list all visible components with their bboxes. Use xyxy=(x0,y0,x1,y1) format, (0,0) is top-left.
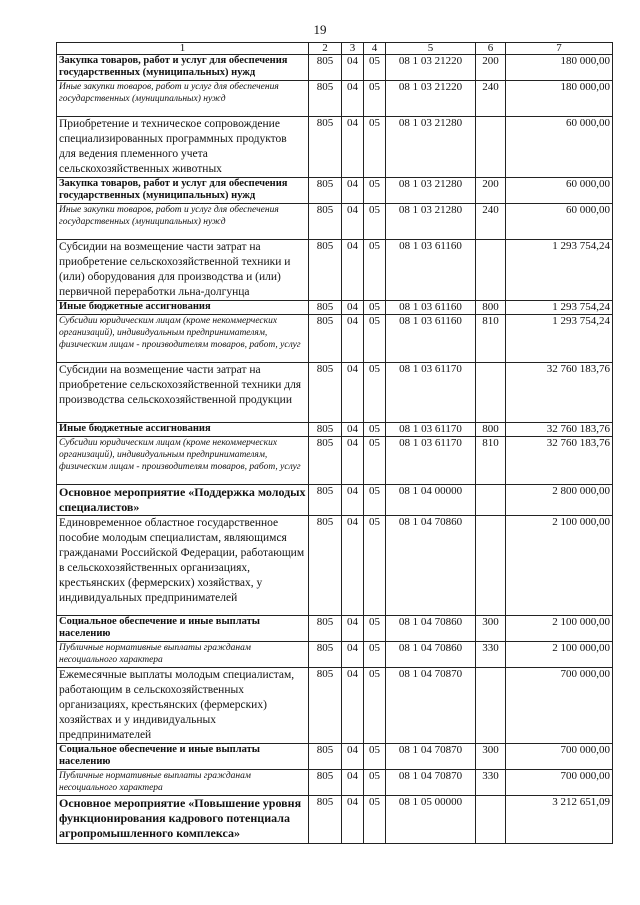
row-name: Закупка товаров, работ и услуг для обеспечения государственных (муниципальных) нужд xyxy=(57,55,309,81)
row-admin-code: 805 xyxy=(309,117,342,178)
row-section: 04 xyxy=(342,55,364,81)
row-section: 04 xyxy=(342,642,364,668)
table-row xyxy=(57,642,613,668)
row-admin-code: 805 xyxy=(309,315,342,363)
row-amount: 700 000,00 xyxy=(506,770,613,796)
row-admin-code: 805 xyxy=(309,301,342,315)
row-subsection: 05 xyxy=(364,485,386,516)
row-target-code: 08 1 03 21280 xyxy=(386,178,476,204)
row-admin-code: 805 xyxy=(309,81,342,117)
row-expense-type: 330 xyxy=(476,770,506,796)
row-admin-code: 805 xyxy=(309,744,342,770)
table-row xyxy=(57,55,613,81)
row-section: 04 xyxy=(342,240,364,301)
row-subsection: 05 xyxy=(364,55,386,81)
row-subsection: 05 xyxy=(364,642,386,668)
header-col-4: 4 xyxy=(364,43,386,55)
row-admin-code: 805 xyxy=(309,485,342,516)
table-row xyxy=(57,770,613,796)
row-section: 04 xyxy=(342,796,364,844)
row-expense-type: 330 xyxy=(476,642,506,668)
row-expense-type xyxy=(476,117,506,178)
row-admin-code: 805 xyxy=(309,796,342,844)
row-admin-code: 805 xyxy=(309,516,342,616)
table-row xyxy=(57,796,613,844)
row-admin-code: 805 xyxy=(309,178,342,204)
row-admin-code: 805 xyxy=(309,642,342,668)
row-expense-type xyxy=(476,796,506,844)
row-target-code: 08 1 04 70870 xyxy=(386,668,476,744)
row-target-code: 08 1 03 61170 xyxy=(386,437,476,485)
row-amount: 180 000,00 xyxy=(506,55,613,81)
row-name: Субсидии на возмещение части затрат на приобретение сельскохозяйственной техники для производства сельскохозяйственной продукции xyxy=(57,363,309,423)
row-amount: 700 000,00 xyxy=(506,744,613,770)
row-expense-type: 240 xyxy=(476,81,506,117)
row-amount: 1 293 754,24 xyxy=(506,301,613,315)
row-target-code: 08 1 04 70860 xyxy=(386,616,476,642)
row-name: Единовременное областное государственное пособие молодым специалистам, являющимся гражданами Российской Федерации, работающим в сельскохозяйственных организациях, крестьянских (фермерских) хозяйствах, у индивидуальных предпринимателей xyxy=(57,516,309,616)
row-amount: 2 100 000,00 xyxy=(506,516,613,616)
table-row xyxy=(57,204,613,240)
row-admin-code: 805 xyxy=(309,437,342,485)
row-target-code: 08 1 05 00000 xyxy=(386,796,476,844)
header-col-3: 3 xyxy=(342,43,364,55)
row-expense-type xyxy=(476,668,506,744)
row-amount: 32 760 183,76 xyxy=(506,423,613,437)
row-admin-code: 805 xyxy=(309,363,342,423)
row-target-code: 08 1 03 61160 xyxy=(386,240,476,301)
row-name: Закупка товаров, работ и услуг для обеспечения государственных (муниципальных) нужд xyxy=(57,178,309,204)
row-target-code: 08 1 03 21280 xyxy=(386,204,476,240)
row-section: 04 xyxy=(342,204,364,240)
row-target-code: 08 1 04 70860 xyxy=(386,516,476,616)
row-name: Иные бюджетные ассигнования xyxy=(57,301,309,315)
row-amount: 32 760 183,76 xyxy=(506,437,613,485)
row-expense-type xyxy=(476,516,506,616)
row-section: 04 xyxy=(342,437,364,485)
budget-table xyxy=(56,42,613,844)
row-amount: 60 000,00 xyxy=(506,117,613,178)
row-section: 04 xyxy=(342,668,364,744)
row-name: Основное мероприятие «Поддержка молодых специалистов» xyxy=(57,485,309,516)
row-subsection: 05 xyxy=(364,616,386,642)
row-expense-type: 800 xyxy=(476,301,506,315)
row-expense-type: 810 xyxy=(476,315,506,363)
row-subsection: 05 xyxy=(364,204,386,240)
row-name: Социальное обеспечение и иные выплаты населению xyxy=(57,616,309,642)
row-expense-type xyxy=(476,240,506,301)
row-expense-type: 800 xyxy=(476,423,506,437)
row-amount: 180 000,00 xyxy=(506,81,613,117)
row-section: 04 xyxy=(342,616,364,642)
table-row xyxy=(57,516,613,616)
table-row xyxy=(57,668,613,744)
row-expense-type xyxy=(476,363,506,423)
row-name: Иные закупки товаров, работ и услуг для обеспечения государственных (муниципальных) нужд xyxy=(57,204,309,240)
row-admin-code: 805 xyxy=(309,240,342,301)
row-section: 04 xyxy=(342,363,364,423)
row-name: Социальное обеспечение и иные выплаты населению xyxy=(57,744,309,770)
table-row xyxy=(57,240,613,301)
row-section: 04 xyxy=(342,178,364,204)
row-target-code: 08 1 04 70860 xyxy=(386,642,476,668)
row-subsection: 05 xyxy=(364,770,386,796)
table-row xyxy=(57,485,613,516)
row-subsection: 05 xyxy=(364,744,386,770)
row-amount: 1 293 754,24 xyxy=(506,240,613,301)
row-section: 04 xyxy=(342,770,364,796)
row-admin-code: 805 xyxy=(309,423,342,437)
row-subsection: 05 xyxy=(364,178,386,204)
page-number: 19 xyxy=(313,22,327,37)
row-subsection: 05 xyxy=(364,81,386,117)
row-amount: 1 293 754,24 xyxy=(506,315,613,363)
row-expense-type: 200 xyxy=(476,178,506,204)
row-expense-type: 300 xyxy=(476,616,506,642)
row-name: Субсидии юридическим лицам (кроме некоммерческих организаций), индивидуальным предпринимателям, физическим лицам - производителям товаров, работ, услуг xyxy=(57,315,309,363)
row-expense-type: 300 xyxy=(476,744,506,770)
row-name: Иные закупки товаров, работ и услуг для обеспечения государственных (муниципальных) нужд xyxy=(57,81,309,117)
row-section: 04 xyxy=(342,301,364,315)
row-expense-type: 240 xyxy=(476,204,506,240)
row-subsection: 05 xyxy=(364,363,386,423)
row-expense-type: 200 xyxy=(476,55,506,81)
table-body xyxy=(57,55,613,844)
row-section: 04 xyxy=(342,315,364,363)
row-amount: 32 760 183,76 xyxy=(506,363,613,423)
row-expense-type xyxy=(476,485,506,516)
row-target-code: 08 1 03 21280 xyxy=(386,117,476,178)
row-section: 04 xyxy=(342,485,364,516)
row-admin-code: 805 xyxy=(309,204,342,240)
row-target-code: 08 1 03 61170 xyxy=(386,363,476,423)
row-target-code: 08 1 03 21220 xyxy=(386,55,476,81)
row-subsection: 05 xyxy=(364,437,386,485)
header-row xyxy=(57,43,613,55)
row-target-code: 08 1 04 00000 xyxy=(386,485,476,516)
row-subsection: 05 xyxy=(364,516,386,616)
row-subsection: 05 xyxy=(364,117,386,178)
row-subsection: 05 xyxy=(364,301,386,315)
row-amount: 700 000,00 xyxy=(506,668,613,744)
table-row xyxy=(57,744,613,770)
row-admin-code: 805 xyxy=(309,770,342,796)
header-col-5: 5 xyxy=(386,43,476,55)
row-amount: 60 000,00 xyxy=(506,204,613,240)
table-row xyxy=(57,315,613,363)
header-col-6: 6 xyxy=(476,43,506,55)
row-target-code: 08 1 04 70870 xyxy=(386,770,476,796)
row-name: Приобретение и техническое сопровождение специализированных программных продуктов для ведения племенного учета сельскохозяйственных животных xyxy=(57,117,309,178)
row-target-code: 08 1 03 21220 xyxy=(386,81,476,117)
table-row xyxy=(57,81,613,117)
row-section: 04 xyxy=(342,516,364,616)
row-section: 04 xyxy=(342,117,364,178)
row-subsection: 05 xyxy=(364,796,386,844)
row-admin-code: 805 xyxy=(309,55,342,81)
row-expense-type: 810 xyxy=(476,437,506,485)
row-target-code: 08 1 03 61160 xyxy=(386,315,476,363)
row-subsection: 05 xyxy=(364,668,386,744)
row-amount: 60 000,00 xyxy=(506,178,613,204)
row-name: Ежемесячные выплаты молодым специалистам, работающим в сельскохозяйственных организациях, крестьянских (фермерских) хозяйствах и у индивидуальных предпринимателей xyxy=(57,668,309,744)
row-subsection: 05 xyxy=(364,315,386,363)
row-admin-code: 805 xyxy=(309,616,342,642)
row-target-code: 08 1 03 61170 xyxy=(386,423,476,437)
header-col-7: 7 xyxy=(506,43,613,55)
row-name: Субсидии на возмещение части затрат на приобретение сельскохозяйственной техники и (или) оборудования для производства и (или) первичной переработки льна-долгунца xyxy=(57,240,309,301)
row-section: 04 xyxy=(342,423,364,437)
row-name: Основное мероприятие «Повышение уровня функционирования кадрового потенциала агропромышленного комплекса» xyxy=(57,796,309,844)
row-section: 04 xyxy=(342,81,364,117)
table-row xyxy=(57,616,613,642)
table-row xyxy=(57,178,613,204)
table-row xyxy=(57,363,613,423)
table-row xyxy=(57,423,613,437)
table-row xyxy=(57,301,613,315)
row-admin-code: 805 xyxy=(309,668,342,744)
row-name: Публичные нормативные выплаты гражданам несоциального характера xyxy=(57,770,309,796)
row-target-code: 08 1 04 70870 xyxy=(386,744,476,770)
row-subsection: 05 xyxy=(364,240,386,301)
header-col-1: 1 xyxy=(57,43,309,55)
row-name: Публичные нормативные выплаты гражданам несоциального характера xyxy=(57,642,309,668)
header-col-2: 2 xyxy=(309,43,342,55)
row-name: Субсидии юридическим лицам (кроме некоммерческих организаций), индивидуальным предпринимателям, физическим лицам - производителям товаров, работ, услуг xyxy=(57,437,309,485)
row-amount: 2 800 000,00 xyxy=(506,485,613,516)
row-subsection: 05 xyxy=(364,423,386,437)
row-target-code: 08 1 03 61160 xyxy=(386,301,476,315)
row-amount: 2 100 000,00 xyxy=(506,616,613,642)
row-section: 04 xyxy=(342,744,364,770)
row-name: Иные бюджетные ассигнования xyxy=(57,423,309,437)
table-row xyxy=(57,117,613,178)
row-amount: 2 100 000,00 xyxy=(506,642,613,668)
row-amount: 3 212 651,09 xyxy=(506,796,613,844)
table-row xyxy=(57,437,613,485)
